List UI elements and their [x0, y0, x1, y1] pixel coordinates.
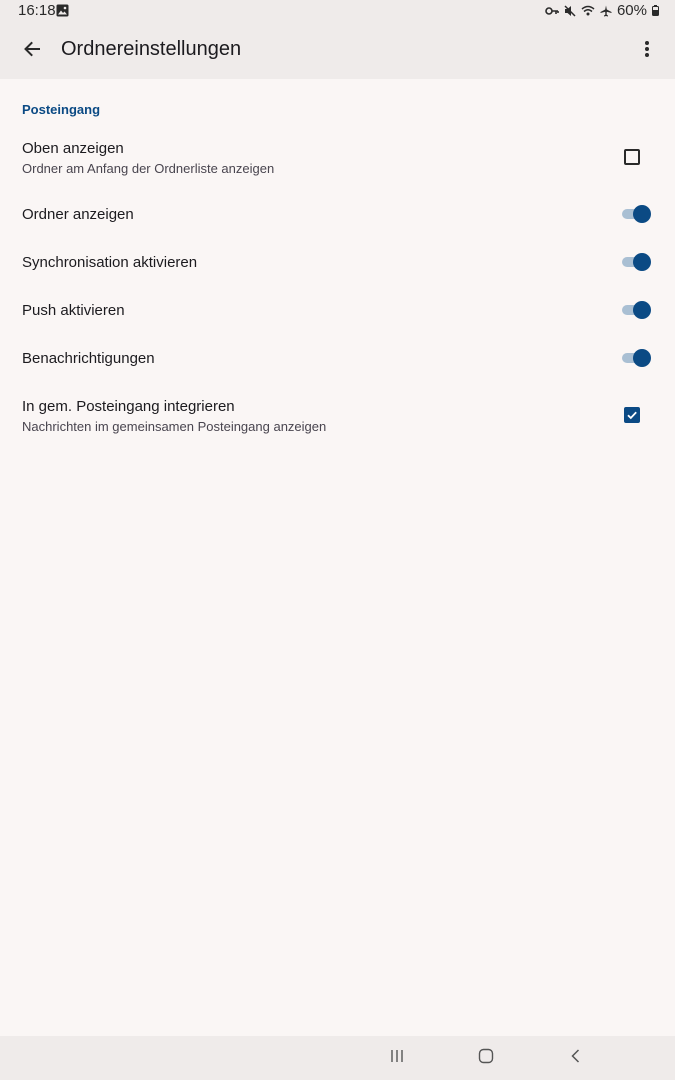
pref-enable-push[interactable]: [0, 287, 675, 333]
pref-title: Ordner anzeigen: [22, 206, 134, 223]
airplane-icon: [600, 5, 612, 17]
pref-show-on-top[interactable]: [0, 131, 675, 183]
status-icons: [545, 2, 659, 19]
switch-thumb: [633, 205, 651, 223]
more-vert-icon: [644, 40, 650, 63]
battery-text: 60%: [616, 2, 647, 19]
pref-title: Synchronisation aktivieren: [22, 254, 198, 271]
app-bar: [0, 22, 675, 79]
navigation-bar: [0, 1036, 675, 1080]
pref-unified-inbox[interactable]: [0, 389, 675, 441]
enable-sync-switch[interactable]: [622, 252, 652, 272]
mute-icon: [564, 5, 576, 17]
pref-enable-sync[interactable]: [0, 239, 675, 285]
notifications-switch[interactable]: [622, 348, 652, 368]
show-folder-switch[interactable]: [622, 204, 652, 224]
pref-title: Benachrichtigungen: [22, 350, 155, 367]
pref-title: In gem. Posteingang integrieren: [22, 398, 235, 415]
battery-icon: [652, 5, 659, 16]
switch-thumb: [633, 349, 651, 367]
back-nav-icon: [568, 1048, 584, 1069]
pref-summary: Nachrichten im gemeinsamen Posteingang anzeigen: [22, 419, 327, 434]
show-on-top-checkbox[interactable]: [624, 149, 640, 165]
check-icon: [626, 409, 638, 421]
back-button[interactable]: [14, 33, 50, 69]
recents-button[interactable]: [385, 1046, 409, 1070]
pref-notifications[interactable]: [0, 335, 675, 381]
status-bar: [0, 0, 675, 22]
home-button[interactable]: [474, 1046, 498, 1070]
pref-title: Oben anzeigen: [22, 140, 124, 157]
home-icon: [478, 1048, 494, 1069]
gallery-icon: [56, 4, 69, 22]
back-nav-button[interactable]: [564, 1046, 588, 1070]
switch-thumb: [633, 301, 651, 319]
unified-inbox-checkbox[interactable]: [624, 407, 640, 423]
recents-icon: [389, 1048, 405, 1069]
pref-summary: Ordner am Anfang der Ordnerliste anzeigen: [22, 161, 275, 176]
pref-title: Push aktivieren: [22, 302, 125, 319]
status-time: 16:18: [18, 2, 56, 19]
vpn-key-icon: [545, 6, 559, 16]
page-title: Ordnereinstellungen: [61, 38, 242, 60]
pref-show-folder[interactable]: [0, 191, 675, 237]
wifi-icon: [581, 5, 595, 16]
enable-push-switch[interactable]: [622, 300, 652, 320]
arrow-back-icon: [23, 40, 41, 63]
overflow-menu-button[interactable]: [631, 33, 663, 69]
section-header: Posteingang: [22, 102, 101, 117]
switch-thumb: [633, 253, 651, 271]
